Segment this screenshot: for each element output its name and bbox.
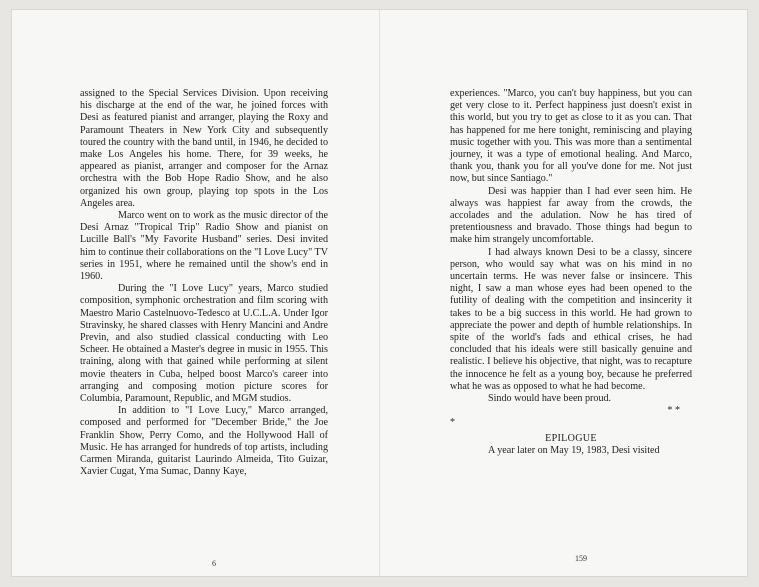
right-paragraph-3: I had always known Desi to be a classy, sincere person, who would say what was on his mind in no uncertain terms. He was never false or insincere. This night, I saw a man whose eyes had been opened to the futility of dealing with the competition and insincerity it takes to be a big success in this world. He had grown to appreciate the power and depth of humble relationships. In spite of the world's fads and ethical crises, he had concluded that his ideals were still basically genuine and realistic. I believe his objective, that night, was to recapture the innocence he felt as a young boy, because he preferred what he was as opposed to what he had become. <box>450 246 692 392</box>
right-paragraph-4: Sindo would have been proud. <box>488 393 612 405</box>
section-break-stars: * * <box>667 405 680 417</box>
left-paragraph-1: assigned to the Special Services Division. Upon receiving his discharge at the end of the war, he joined forces with Desi as featured pianist and arranger, playing the Roxy and Paramount Theaters in New York City and subsequently toured the country with the band until, in 1946, he decided to make Los Angeles his home. There, for 39 weeks, he appeared as pianist, arranger and composer for the Arnaz orchestra with the Bob Hope Radio Show, and he also organized his own group, playing top spots in the Los Angeles area. <box>80 88 328 209</box>
section-break-star: * <box>450 417 456 429</box>
right-paragraph-1: experiences. "Marco, you can't buy happiness, but you can get very close to it. Perfect happiness just doesn't exist in this world, but you try to get as close to it as you can. That has happened for me here tonight, reminiscing and playing music together with you. This was more than a sentimental journey, it was a type of emotional healing. And Marco, thank you, thank you for all you've done for me. Not just now, but since Santiago." <box>450 88 692 185</box>
left-paragraph-2: Marco went on to work as the music director of the Desi Arnaz "Tropical Trip" Radio Show and pianist on Lucille Ball's "My Favorite Husband" series. Desi invited him to continue their collaborations on the "I Love Lucy" TV series in 1951, where he remained until the show's end in 1960. <box>80 210 329 283</box>
book-spread <box>12 10 747 576</box>
left-paragraph-3: During the "I Love Lucy" years, Marco studied composition, symphonic orchestration and film scoring with Maestro Mario Castelnuovo-Tedesco at U.C.L.A. Under Igor Stravinsky, he shared classes with Henry Mancini and Andre Previn, and also studied classical conducting with Leo Scheer. He obtained a Master's degree in music in 1955. This training, along with that gained while performing at silent movie theaters in Cuba, helped boost Marco's career into arranging and composing motion picture scores for Columbia, Paramount, Republic, and MGM studios. <box>80 283 328 405</box>
left-page-number: 6 <box>212 559 216 568</box>
left-page-text <box>80 88 328 479</box>
right-paragraph-2: Desi was happier than I had ever seen him. He always was happiest far away from the crowds, the accolades and the adulation. Now he has tired of pretentiousness and bravado. Those things had begun to make him strangely uncomfortable. <box>450 185 692 246</box>
epilogue-heading: EPILOGUE <box>545 433 597 445</box>
right-page-number: 159 <box>575 554 587 563</box>
right-page-text <box>450 88 692 458</box>
left-paragraph-4: In addition to "I Love Lucy," Marco arranged, composed and performed for "December Bride," the Joe Franklin Show, Perry Como, and the Hollywood Hall of Music. He has arranged for hundreds of top artists, including Carmen Miranda, guitarist Laurindo Almeida, Tito Guizar, Xavier Cugat, Yma Sumac, Danny Kaye, <box>80 405 328 478</box>
page-gutter <box>379 10 380 576</box>
epilogue-first-line: A year later on May 19, 1983, Desi visited <box>488 445 660 457</box>
